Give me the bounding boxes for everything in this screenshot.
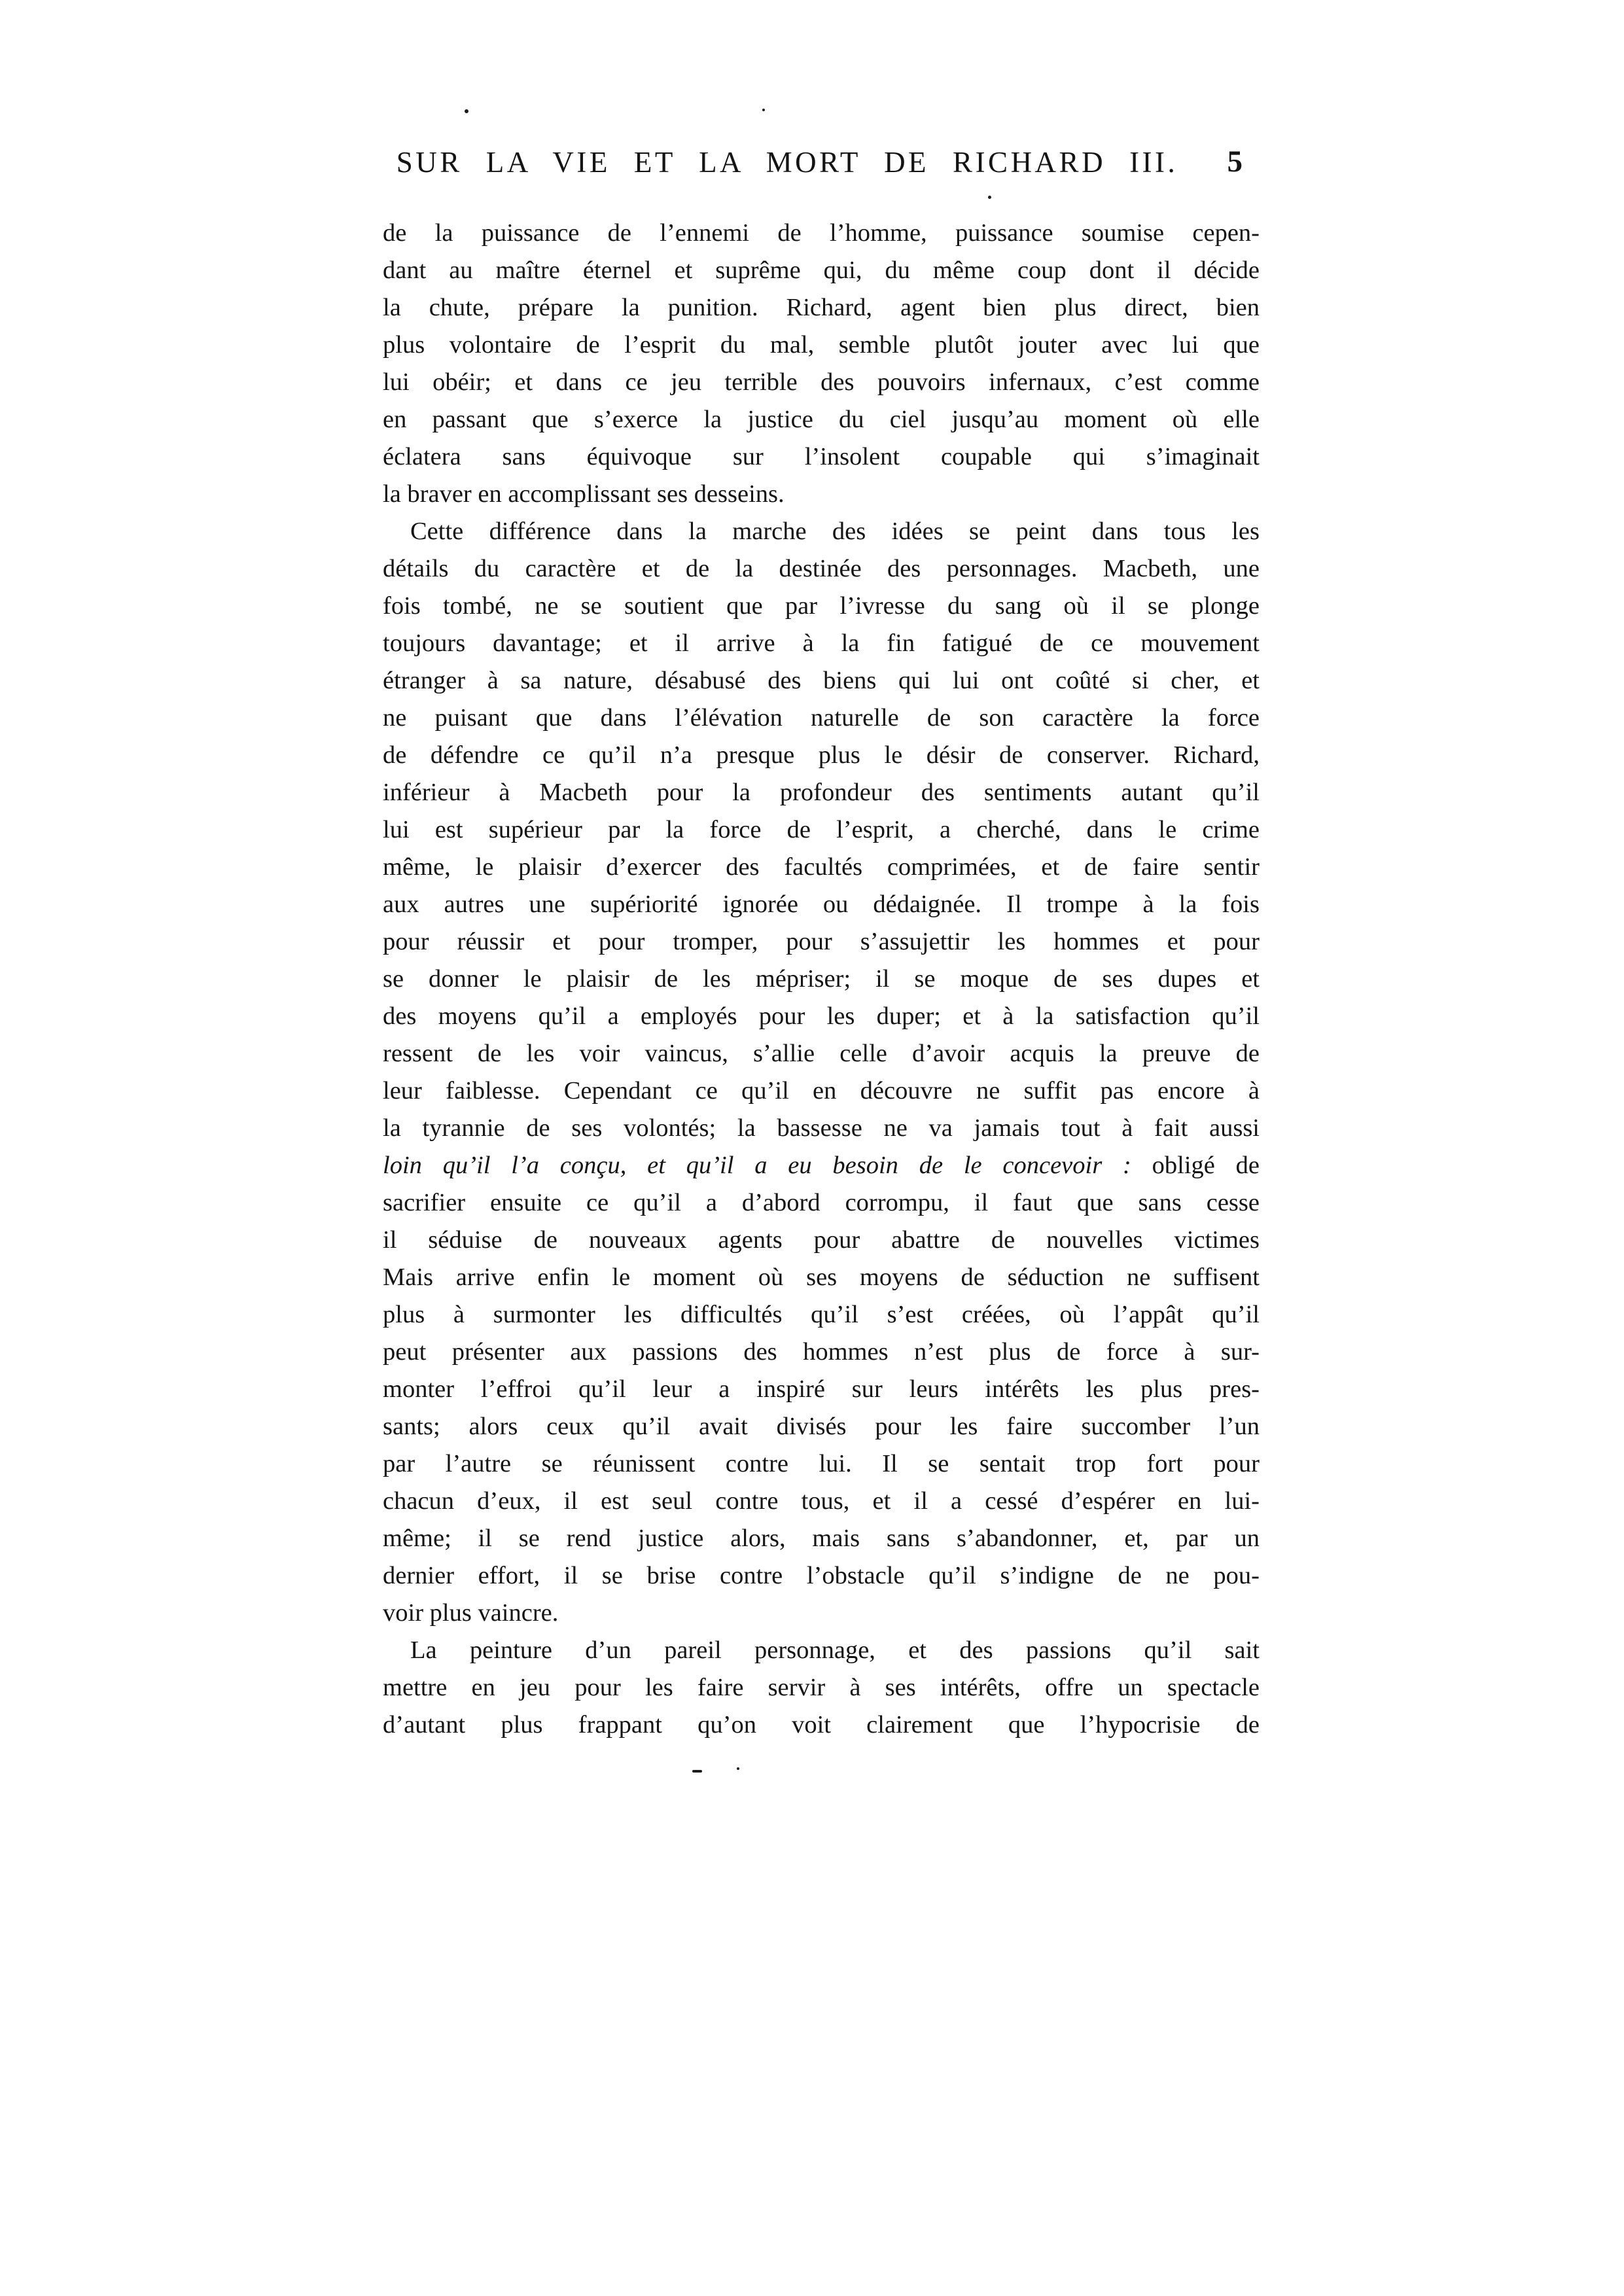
text-line: éclatera sans équivoque sur l’insolent coupable qui s’imaginait	[383, 443, 1260, 470]
text-line: dernier effort, il se brise contre l’obstacle qu’il s’indigne de ne pou-	[383, 1562, 1260, 1589]
ink-speck	[762, 109, 765, 111]
text-line: Mais arrive enfin le moment où ses moyens de séduction ne suffisent	[383, 1263, 1260, 1291]
text-line: de défendre ce qu’il n’a presque plus le désir de conserver. Richard,	[383, 741, 1260, 769]
ink-speck	[692, 1770, 702, 1773]
text-line: loin qu’il l’a conçu, et qu’il a eu besoin de le concevoir : obligé de	[383, 1152, 1260, 1179]
text-line: voir plus vaincre.	[383, 1599, 559, 1627]
text-line: aux autres une supériorité ignorée ou dédaignée. Il trompe à la fois	[383, 891, 1260, 918]
text-line: de la puissance de l’ennemi de l’homme, puissance soumise cepen-	[383, 219, 1260, 247]
text-line: se donner le plaisir de les mépriser; il se moque de ses dupes et	[383, 965, 1260, 993]
paragraph	[383, 215, 1260, 513]
text-line: d’autant plus frappant qu’on voit clairement que l’hypocrisie de	[383, 1711, 1260, 1739]
ink-speck	[465, 109, 468, 113]
text-line: sants; alors ceux qu’il avait divisés pour les faire succomber l’un	[383, 1413, 1260, 1440]
text-line: La peinture d’un pareil personnage, et des passions qu’il sait	[410, 1636, 1260, 1664]
ink-speck	[737, 1767, 739, 1770]
text-line: leur faiblesse. Cependant ce qu’il en découvre ne suffit pas encore à	[383, 1077, 1260, 1104]
text-line: la braver en accomplissant ses desseins.	[383, 480, 785, 508]
text-line: sacrifier ensuite ce qu’il a d’abord corrompu, il faut que sans cesse	[383, 1189, 1260, 1216]
text-line: ressent de les voir vaincus, s’allie celle d’avoir acquis la preuve de	[383, 1040, 1260, 1067]
text-line: par l’autre se réunissent contre lui. Il se sentait trop fort pour	[383, 1450, 1260, 1477]
text-line: lui obéir; et dans ce jeu terrible des pouvoirs infernaux, c’est comme	[383, 368, 1260, 396]
text-line: pour réussir et pour tromper, pour s’assujettir les hommes et pour	[383, 928, 1260, 955]
ink-speck	[988, 196, 991, 199]
running-head-title: SUR LA VIE ET LA MORT DE RICHARD III.	[396, 146, 1178, 179]
text-line: même, le plaisir d’exercer des facultés comprimées, et de faire sentir	[383, 853, 1260, 881]
paragraph	[383, 1632, 1260, 1744]
text-line: chacun d’eux, il est seul contre tous, et il a cessé d’espérer en lui-	[383, 1487, 1260, 1515]
text-line: dant au maître éternel et suprême qui, du même coup dont il décide	[383, 256, 1260, 284]
text-line: en passant que s’exerce la justice du ciel jusqu’au moment où elle	[383, 406, 1260, 433]
paragraph	[383, 513, 1260, 1632]
text-line: détails du caractère et de la destinée des personnages. Macbeth, une	[383, 555, 1260, 582]
text-line: inférieur à Macbeth pour la profondeur des sentiments autant qu’il	[383, 779, 1260, 806]
text-line: il séduise de nouveaux agents pour abattre de nouvelles victimes	[383, 1226, 1260, 1254]
text-line: monter l’effroi qu’il leur a inspiré sur leurs intérêts les plus pres-	[383, 1375, 1260, 1403]
text-line: même; il se rend justice alors, mais sans s’abandonner, et, par un	[383, 1525, 1260, 1552]
text-line: des moyens qu’il a employés pour les duper; et à la satisfaction qu’il	[383, 1002, 1260, 1030]
text-line: ne puisant que dans l’élévation naturelle de son caractère la force	[383, 704, 1260, 732]
text-line: la chute, prépare la punition. Richard, agent bien plus direct, bien	[383, 294, 1260, 321]
text-line: Cette différence dans la marche des idées se peint dans tous les	[410, 518, 1260, 545]
text-line: toujours davantage; et il arrive à la fin fatigué de ce mouvement	[383, 629, 1260, 657]
text-line: fois tombé, ne se soutient que par l’ivresse du sang où il se plonge	[383, 592, 1260, 620]
running-head	[383, 145, 1260, 185]
text-line: lui est supérieur par la force de l’esprit, a cherché, dans le crime	[383, 816, 1260, 843]
text-line: peut présenter aux passions des hommes n’est plus de force à sur-	[383, 1338, 1260, 1366]
text-line: plus à surmonter les difficultés qu’il s’est créées, où l’appât qu’il	[383, 1301, 1260, 1328]
text-line: la tyrannie de ses volontés; la bassesse ne va jamais tout à fait aussi	[383, 1114, 1260, 1142]
page-number: 5	[1227, 145, 1243, 179]
text-line: mettre en jeu pour les faire servir à ses intérêts, offre un spectacle	[383, 1674, 1260, 1701]
text-line: étranger à sa nature, désabusé des biens qui lui ont coûté si cher, et	[383, 667, 1260, 694]
page-text	[383, 215, 1260, 1744]
text-line: plus volontaire de l’esprit du mal, semble plutôt jouter avec lui que	[383, 331, 1260, 359]
